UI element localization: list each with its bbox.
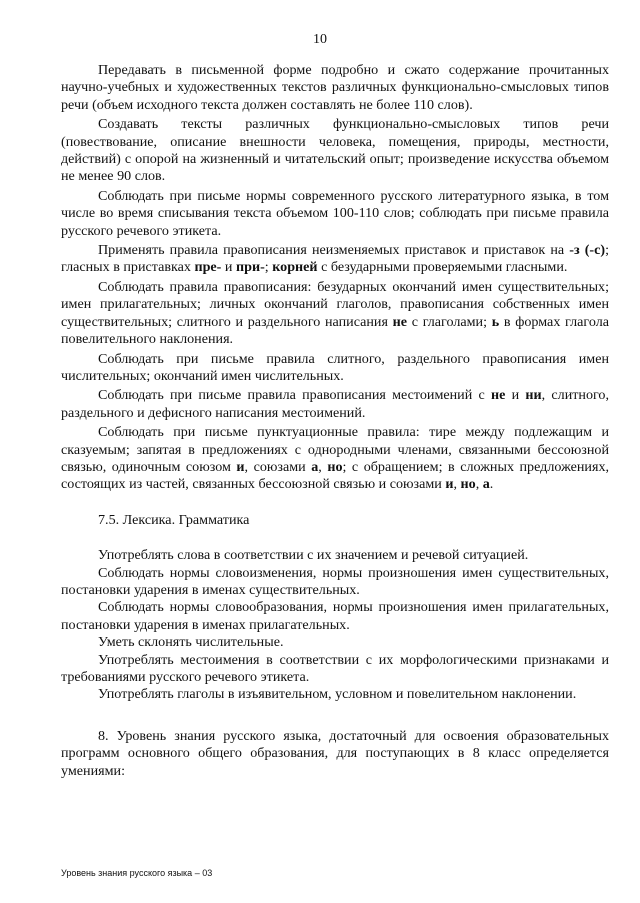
paragraph-prefixes: Применять правила правописания неизменяемых приставок и приставок на -з (-с); гласных в приставках пре- и при-; корней с безударными проверяемыми гласными. (61, 242, 609, 276)
paragraph-spelling-endings: Соблюдать правила правописания: безударных окончаний имен существительных; имен прилагательных; личных окончаний глаголов, правописания собственных имен существительных; слитного и раздельного написания не с глаголами; ь в формах глагола повелительного наклонения. (61, 278, 609, 348)
page-number: 10 (313, 32, 327, 47)
paragraph-numerals: Соблюдать при письме правила слитного, раздельного правописания имен числительных; окончаний имен числительных. (61, 350, 609, 384)
paragraph-pronouns: Соблюдать при письме правила правописания местоимений с не и ни, слитного, раздельного и дефисного написания местоимений. (61, 387, 609, 421)
document-body (61, 62, 609, 780)
paragraph-word-usage: Употреблять слова в соответствии с их значением и речевой ситуацией. (98, 547, 529, 564)
section-heading: 7.5. Лексика. Грамматика (98, 511, 250, 528)
paragraph-adjective-norms: Соблюдать нормы словообразования, нормы произношения имен прилагательных, постановки ударения в именах прилагательных. (61, 599, 609, 633)
paragraph-numeral-declension: Уметь склонять числительные. (98, 634, 284, 651)
page-footer: Уровень знания русского языка – 03 (61, 868, 213, 878)
paragraph-pronoun-usage: Употреблять местоимения в соответствии с их морфологическими признаками и требованиями русского речевого этикета. (61, 651, 609, 685)
paragraph-retelling: Передавать в письменной форме подробно и сжато содержание прочитанных научно-учебных и художественных текстов различных функционально-смысловых типов речи (объем исходного текста должен составлять не более 110 слов). (61, 62, 609, 113)
paragraph-literary-norms: Соблюдать при письме нормы современного русского литературного языка, в том числе во время списывания текста объемом 100-110 слов; соблюдать при письме правила русского речевого этикета. (61, 187, 609, 239)
paragraph-item-8: 8. Уровень знания русского языка, достаточный для освоения образовательных программ основного общего образования, для поступающих в 8 класс определяется умениями: (61, 727, 609, 779)
paragraph-create-texts: Создавать тексты различных функционально-смысловых типов речи (повествование, описание внешности человека, помещения, природы, местности, действий) с опорой на жизненный и читательский опыт; произведение искусства объемом не менее 90 слов. (61, 116, 609, 185)
paragraph-punctuation: Соблюдать при письме пунктуационные правила: тире между подлежащим и сказуемым; запятая в предложениях с однородными членами, связанными бессоюзной связью, одиночным союзом и, союзами а, но; с обращением; в сложных предложениях, состоящих из частей, связанных бессоюзной связью и союзами и, но, а. (61, 424, 610, 493)
paragraph-noun-norms: Соблюдать нормы словоизменения, нормы произношения имен существительных, постановки ударения в именах существительных. (61, 564, 609, 598)
paragraph-verb-moods: Употреблять глаголы в изъявительном, условном и повелительном наклонении. (98, 686, 577, 703)
